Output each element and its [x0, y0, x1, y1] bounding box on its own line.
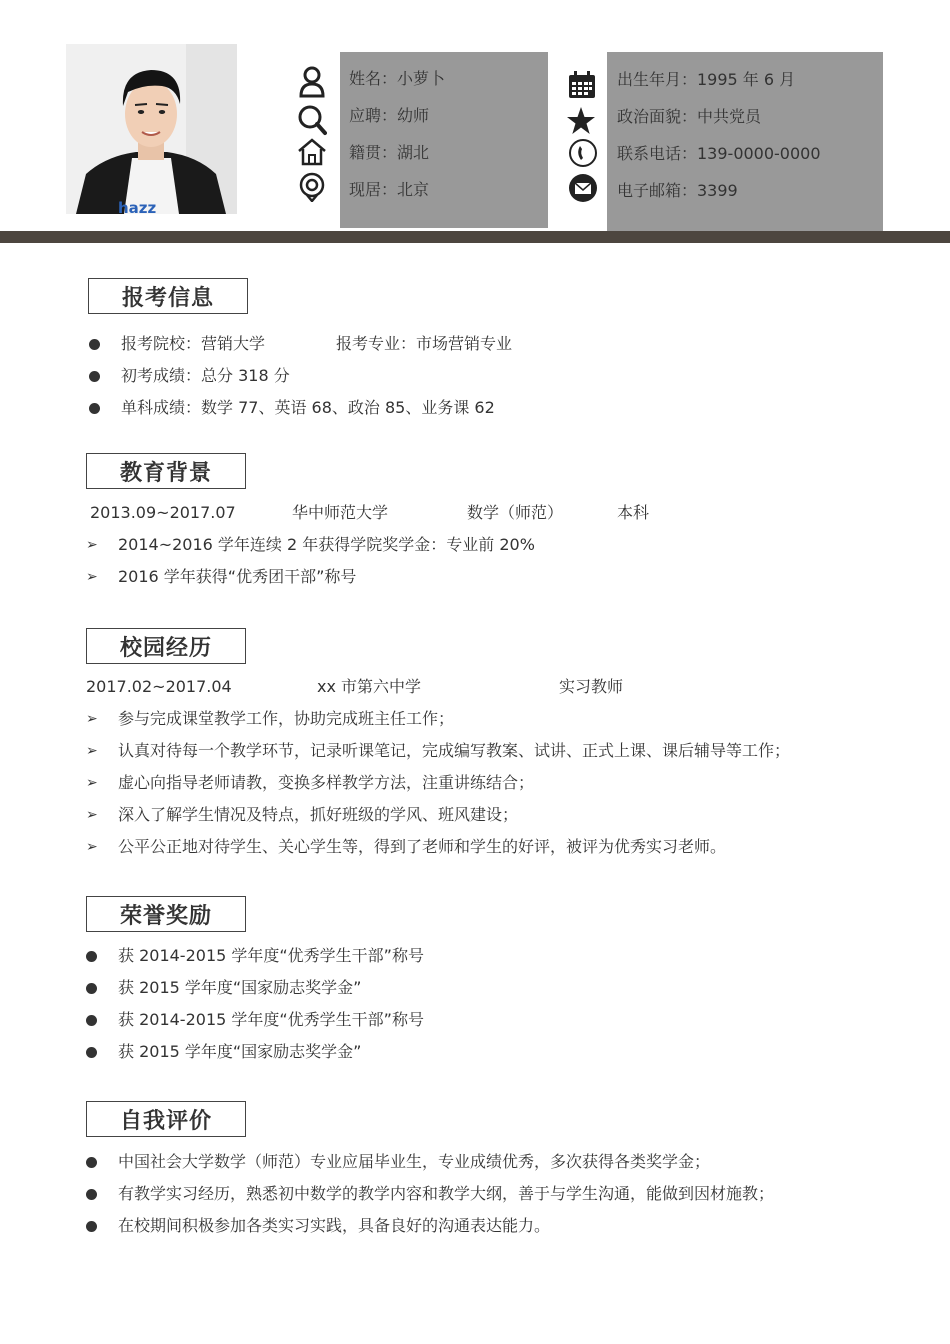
bullet-icon: [89, 371, 100, 382]
profile-photo: [66, 44, 237, 214]
arrow-bullet-icon: ➢: [86, 807, 98, 823]
phone-icon: [568, 138, 598, 168]
apply-position-field: 应聘：幼师: [349, 106, 430, 125]
bullet-icon: [86, 1047, 97, 1058]
campus-organization: xx 市第六中学: [317, 677, 422, 696]
honor-item: 获 2014-2015 学年度“优秀学生干部”称号: [118, 946, 424, 965]
exam-school: 报考院校：营销大学: [121, 334, 266, 353]
campus-item: 虚心向指导老师请教，变换多样教学方法，注重讲练结合；: [118, 773, 535, 792]
exam-subject-scores: 单科成绩：数学 77、英语 68、政治 85、业务课 62: [121, 398, 495, 417]
education-item: 2014~2016 学年连续 2 年获得学院奖学金：专业前 20%: [118, 535, 535, 554]
education-item: 2016 学年获得“优秀团干部”称号: [118, 567, 357, 586]
residence-field: 现居：北京: [349, 180, 430, 199]
shirt-logo: hazz: [118, 199, 157, 214]
arrow-bullet-icon: ➢: [86, 775, 98, 791]
honor-item: 获 2015 学年度“国家励志奖学金”: [118, 978, 362, 997]
arrow-bullet-icon: ➢: [86, 569, 98, 585]
search-icon: [297, 104, 327, 136]
self-evaluation-item: 中国社会大学数学（师范）专业应届毕业生，专业成绩优秀，多次获得各类奖学金；: [118, 1152, 711, 1171]
campus-role: 实习教师: [559, 677, 624, 696]
politics-field: 政治面貌：中共党员: [617, 107, 762, 126]
campus-item: 公平公正地对待学生、关心学生等，得到了老师和学生的好评，被评为优秀实习老师。: [118, 837, 727, 856]
section-title-exam: 报考信息: [88, 278, 248, 314]
campus-item: 深入了解学生情况及特点，抓好班级的学风、班风建设；: [118, 805, 519, 824]
education-major: 数学（师范）: [467, 503, 564, 522]
bullet-icon: [86, 1221, 97, 1232]
bullet-icon: [86, 1015, 97, 1026]
home-icon: [297, 137, 327, 167]
arrow-bullet-icon: ➢: [86, 537, 98, 553]
honor-item: 获 2015 学年度“国家励志奖学金”: [118, 1042, 362, 1061]
bullet-icon: [86, 951, 97, 962]
name-field: 姓名：小萝卜: [349, 69, 446, 88]
arrow-bullet-icon: ➢: [86, 711, 98, 727]
bullet-icon: [86, 983, 97, 994]
campus-item: 参与完成课堂教学工作，协助完成班主任工作；: [118, 709, 455, 728]
header-divider-bar: [0, 231, 950, 243]
exam-initial-score: 初考成绩：总分 318 分: [121, 366, 290, 385]
phone-field: 联系电话：139-0000-0000: [617, 144, 821, 163]
location-pin-icon: [297, 172, 327, 202]
education-degree: 本科: [617, 503, 650, 522]
arrow-bullet-icon: ➢: [86, 743, 98, 759]
email-field: 电子邮箱：3399: [617, 181, 738, 200]
bullet-icon: [89, 339, 100, 350]
exam-major: 报考专业：市场营销专业: [336, 334, 513, 353]
education-period: 2013.09~2017.07: [90, 503, 236, 522]
section-title-education: 教育背景: [86, 453, 246, 489]
self-evaluation-item: 在校期间积极参加各类实习实践，具备良好的沟通表达能力。: [118, 1216, 551, 1235]
bullet-icon: [86, 1157, 97, 1168]
section-title-campus: 校园经历: [86, 628, 246, 664]
education-school: 华中师范大学: [292, 503, 389, 522]
bullet-icon: [86, 1189, 97, 1200]
self-evaluation-item: 有教学实习经历，熟悉初中数学的教学内容和教学大纲，善于与学生沟通，能做到因材施教；: [118, 1184, 775, 1203]
campus-period: 2017.02~2017.04: [86, 677, 232, 696]
honor-item: 获 2014-2015 学年度“优秀学生干部”称号: [118, 1010, 424, 1029]
email-icon: [568, 173, 598, 203]
section-title-honors: 荣誉奖励: [86, 896, 246, 932]
birth-field: 出生年月：1995 年 6 月: [617, 70, 796, 89]
section-title-self-evaluation: 自我评价: [86, 1101, 246, 1137]
origin-field: 籍贯：湖北: [349, 143, 430, 162]
bullet-icon: [89, 403, 100, 414]
person-icon: [297, 66, 327, 98]
campus-item: 认真对待每一个教学环节，记录听课笔记，完成编写教案、试讲、正式上课、课后辅导等工作；: [118, 741, 791, 760]
star-icon: [566, 106, 596, 136]
calendar-icon: [567, 70, 597, 100]
arrow-bullet-icon: ➢: [86, 839, 98, 855]
